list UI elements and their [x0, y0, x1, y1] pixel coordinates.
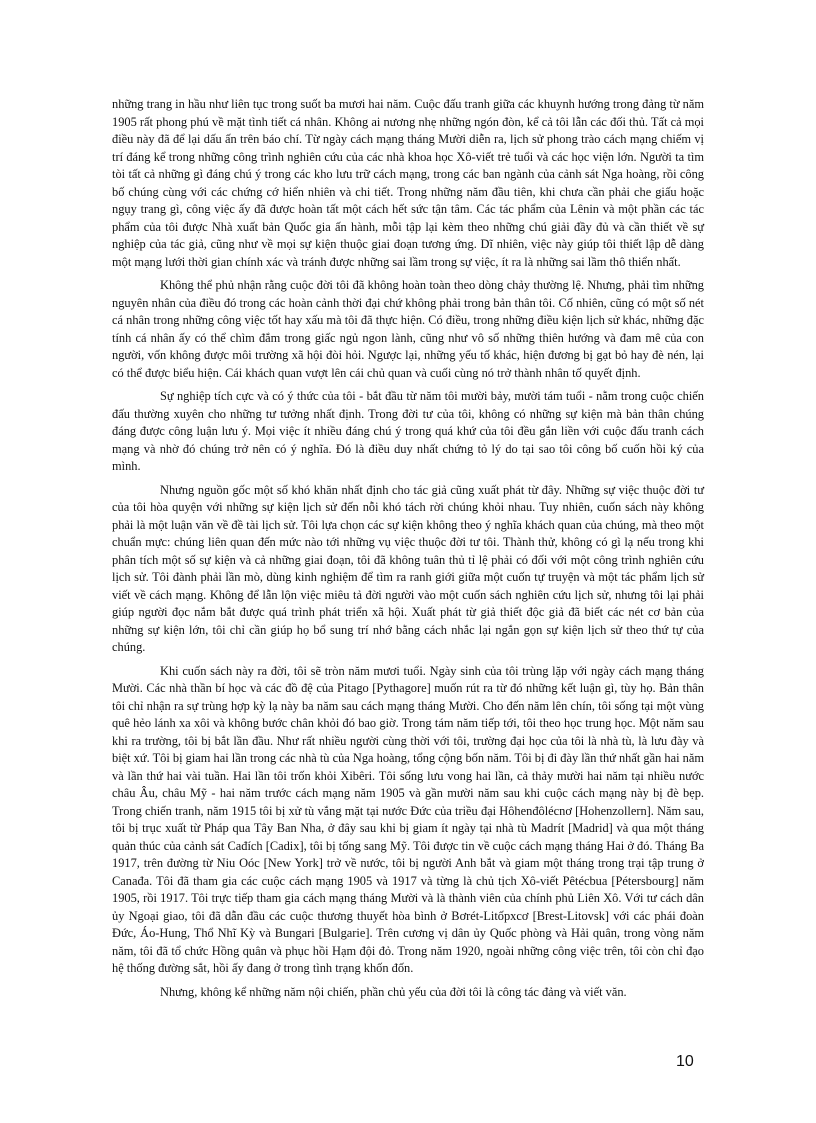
paragraph-1: những trang in hầu như liên tục trong suốt ba mươi hai năm. Cuộc đấu tranh giữa các khuynh hướng trong đảng từ năm 1905 rất phong phú về mặt tình tiết cá nhân. Không ai nương nhẹ những ngón đòn, kể cả tôi lẫn các đối thủ. Tất cả mọi điều này đã để lại dấu ấn trên báo chí. Từ ngày cách mạng tháng Mười diễn ra, lịch sử phong trào cách mạng chiếm vị trí đáng kể trong những công trình nghiên cứu của các nhà khoa học Xô-viết trẻ tuổi và các học viện lớn. Người ta tìm tòi tất cả những gì đáng chú ý trong các kho lưu trữ cách mạng, trong các ban ngành của cảnh sát Nga hoàng, rồi công bố chúng cùng với các chứng cớ hiển nhiên và chi tiết. Trong những năm đầu tiên, khi chưa cần phải che giấu hoặc ngụy trang gì, công việc ấy đã được hoàn tất một cách hết sức tận tâm. Các tác phẩm của Lênin và một phần các tác phẩm của tôi được Nhà xuất bản Quốc gia ấn hành, mỗi tập lại kèm theo những chú giải đầy đủ và cần thiết về sự nghiệp của tác giả, cũng như về mọi sự kiện thuộc giai đoạn tương ứng. Dĩ nhiên, việc này giúp tôi thiết lập dễ dàng một mạng lưới thời gian chính xác và tránh được những sai lầm trong sự việc, ít ra là những sai lầm thô thiển nhất. [112, 97, 704, 269]
paragraph-6: Nhưng, không kể những năm nội chiến, phần chủ yếu của đời tôi là công tác đảng và viết văn. [160, 984, 627, 999]
paragraph-3: Sự nghiệp tích cực và có ý thức của tôi - bắt đầu từ năm tôi mười bảy, mười tám tuổi - nằm trong cuộc chiến đấu thường xuyên cho những tư tưởng nhất định. Trong đời tư của tôi, không có những sự kiện mà bản thân chúng đáng được công luận lưu ý. Mọi việc ít nhiều đáng chú ý trong quá khứ của tôi đều gắn liền với cuộc đấu tranh cách mạng và nhờ đó chúng trở nên có ý nghĩa. Đó là điều duy nhất chứng tỏ lý do tại sao tôi công bố cuốn hồi ký của mình. [112, 389, 704, 473]
paragraph-4: Nhưng nguồn gốc một số khó khăn nhất định cho tác giả cũng xuất phát từ đây. Những sự việc thuộc đời tư của tôi hòa quyện với những sự kiện lịch sử đến nỗi khó tách rời chúng khỏi nhau. Tuy nhiên, cuốn sách này không phải là một luận văn về đề tài lịch sử. Tôi lựa chọn các sự kiện không theo ý nghĩa khách quan của chúng, mà theo một chuẩn mực: chúng liên quan đến mức nào tới những vụ việc thuộc đời tư tôi. Thành thử, không có gì lạ nếu trong khi phân tích một số sự kiện và cả những giai đoạn, tôi đã không tuân thủ tỉ lệ phải có đối với một công trình nghiên cứu lịch sử. Tôi đành phải lần mò, dùng kinh nghiệm để tìm ra ranh giới giữa một cuốn tự truyện và một tác phẩm lịch sử viết về cách mạng. Không để lẫn lộn việc miêu tả đời người vào một cuốn sách nghiên cứu lịch sử, nhưng tôi lại phải giúp người đọc nắm bắt được quá trình phát triển xã hội. Xuất phát từ giả thiết độc giả đã biết các nét cơ bản của những sự kiện lớn, tôi chỉ cần giúp họ bổ sung trí nhớ bằng cách nhắc lại ngắn gọn sự kiện lịch sử theo thứ tự của chúng. [112, 482, 704, 654]
paragraph-2: Không thể phủ nhận rằng cuộc đời tôi đã không hoàn toàn theo dòng chảy thường lệ. Nhưng, phải tìm những nguyên nhân của điều đó trong các hoàn cảnh thời đại chứ không phải trong bản thân tôi. Cố nhiên, cũng có một số nét cá nhân trong những công việc tốt hay xấu mà tôi đã thực hiện. Có điều, trong những điều kiện lịch sử khác, những đặc tính cá nhân ấy có thể chìm đắm trong giấc ngủ ngon lành, cũng như vô số những thiên hướng và đam mê của con người, vốn không được môi trường xã hội đòi hỏi. Ngược lại, những yếu tố khác, hiện đương bị gạt bỏ hay đè nén, lại có thể được biểu hiện. Cái khách quan vượt lên cái chủ quan và cuối cùng nó trở thành nhân tố quyết định. [112, 278, 704, 380]
body-text [112, 96, 704, 1007]
paragraph-5: Khi cuốn sách này ra đời, tôi sẽ tròn năm mươi tuổi. Ngày sinh của tôi trùng lặp với ngày cách mạng tháng Mười. Các nhà thần bí học và các đồ đệ của Pitago [Pythagore] muốn rút ra từ đó những kết luận gì, tùy họ. Bản thân tôi chỉ nhận ra sự trùng hợp kỳ lạ này ba năm sau cách mạng tháng Mười. Cho đến năm lên chín, tôi sống tại một vùng quê hẻo lánh xa xôi và không bước chân khỏi đó bao giờ. Trong tám năm tiếp tới, tôi theo học trung học. Một năm sau khi ra trường, tôi bị bắt lần đầu. Như rất nhiều người cùng thời với tôi, trường đại học của tôi là nhà tù, là lưu đày và biệt xứ. Tôi bị giam hai lần trong các nhà tù của Nga hoàng, tổng cộng bốn năm. Tôi bị đi đày lần thứ nhất gần hai năm và lần thứ hai vài tuần. Hai lần tôi trốn khỏi Xibêri. Tôi sống lưu vong hai lần, cả thảy mười hai năm tại nhiều nước châu Âu, châu Mỹ - hai năm trước cách mạng năm 1905 và gần mười năm sau khi cuộc cách mạng này bị đè bẹp. Trong chiến tranh, năm 1915 tôi bị xử tù vắng mặt tại nước Đức của triều đại Hôhenđôlécnơ [Hohenzollern]. Năm sau, tôi bị trục xuất từ Pháp qua Tây Ban Nha, ở đây sau khi bị giam ít ngày tại nhà tù Madrít [Madrid] và qua một tháng quản thúc của cảnh sát Cađích [Cadix], tôi bị tống sang Mỹ. Tôi được tin về cuộc cách mạng tháng Hai ở đó. Tháng Ba 1917, trên đường từ Niu Oóc [New York] trở về nước, tôi bị người Anh bắt và giam một tháng trong trại tập trung ở Canađa. Tôi đã tham gia các cuộc cách mạng 1905 và 1917 và từng là chủ tịch Xô-viết Pêtécbua [Pétersbourg] năm 1905, rồi 1917. Tôi trực tiếp tham gia cách mạng tháng Mười và là thành viên của chính phủ Liên Xô. Với tư cách dân ủy Ngoại giao, tôi đã dẫn đầu các cuộc thương thuyết hòa bình ở Bơrét-Litốpxcơ [Brest-Litovsk] với các phái đoàn Đức, Áo-Hung, Thổ Nhĩ Kỳ và Bungari [Bulgarie]. Trên cương vị dân ủy Quốc phòng và Hải quân, trong vòng năm năm, tôi đã tổ chức Hồng quân và phục hồi Hạm đội đỏ. Trong năm 1920, ngoài những công việc trên, tôi còn chỉ đạo hệ thống đường sắt, hồi ấy đang ở trong tình trạng khốn đốn. [112, 663, 704, 975]
page-number: 10 [676, 1053, 694, 1070]
